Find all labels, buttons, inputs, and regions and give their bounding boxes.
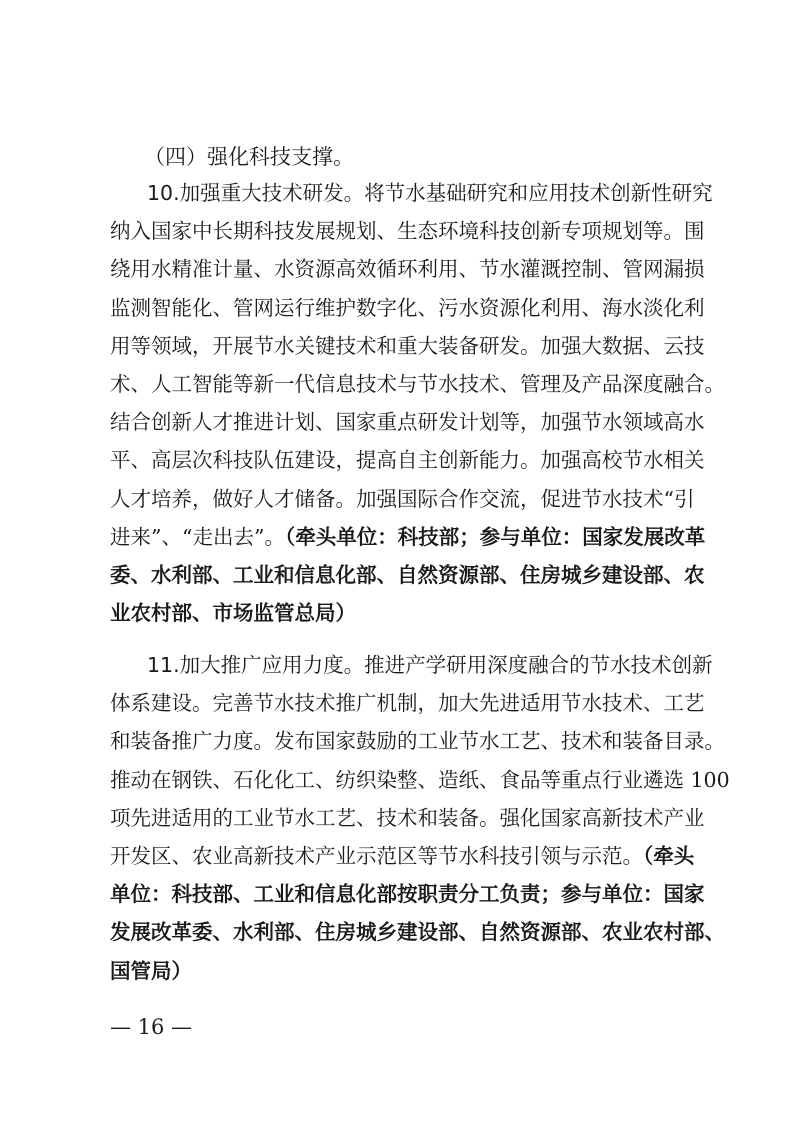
paragraph-line: 用等领域，开展节水关键技术和重大装备研发。加强大数据、云技 — [110, 333, 705, 358]
paragraph-line: 体系建设。完善节水技术推广机制，加大先进适用节水技术、工艺 — [110, 691, 705, 716]
paragraph-10 — [110, 174, 725, 632]
lead-unit-line: 委、水利部、工业和信息化部、自然资源部、住房城乡建设部、农 — [110, 562, 705, 587]
paragraph-11 — [110, 646, 730, 990]
item-heading: 加强重大技术研发。 — [179, 181, 365, 205]
paragraph-line — [110, 518, 706, 556]
paragraph-line — [110, 174, 713, 212]
lead-unit-line: 发展改革委、水利部、住房城乡建设部、自然资源部、农业农村部、 — [110, 920, 725, 945]
section-heading: （四）强化科技支撑。 — [144, 145, 354, 169]
paragraph-line: 和装备推广力度。发布国家鼓励的工业节水工艺、技术和装备目录。 — [110, 729, 725, 754]
page-number: — 16 — — [110, 1015, 193, 1039]
lead-unit-label: （牵头单位：科技部；参与单位：国家发展改革 — [284, 524, 706, 549]
paragraph-line — [110, 646, 713, 684]
item-heading: 加大推广应用力度。 — [179, 653, 365, 677]
paragraph-line: 纳入国家中长期科技发展规划、生态环境科技创新专项规划等。围 — [110, 219, 705, 244]
lead-unit-line: 业农村部、市场监管总局） — [110, 601, 356, 626]
paragraph-line: 人才培养，做好人才储备。加强国际合作交流，促进节水技术“引 — [110, 486, 695, 511]
item-number: 10. — [147, 181, 180, 205]
paragraph-line: 监测智能化、管网运行维护数字化、污水资源化利用、海水淡化利 — [110, 295, 705, 320]
lead-unit-line: 单位：科技部、工业和信息化部按职责分工负责；参与单位：国家 — [110, 882, 705, 907]
item-number: 11. — [147, 653, 180, 677]
paragraph-line: 术、人工智能等新一代信息技术与节水技术、管理及产品深度融合。 — [110, 371, 725, 396]
paragraph-line: 平、高层次科技队伍建设，提高自主创新能力。加强高校节水相关 — [110, 448, 705, 473]
paragraph-line: 结合创新人才推进计划、国家重点研发计划等，加强节水领域高水 — [110, 410, 705, 435]
paragraph-line: 绕用水精准计量、水资源高效循环利用、节水灌溉控制、管网漏损 — [110, 257, 705, 282]
paragraph-line: 推动在钢铁、石化化工、纺织染整、造纸、食品等重点行业遴选 100 — [110, 767, 730, 792]
lead-unit-label: （牵头 — [643, 843, 695, 868]
paragraph-text: 推进产学研用深度融合的节水技术创新 — [364, 653, 713, 677]
paragraph-text: 进来”、“走出去”。 — [110, 524, 285, 549]
paragraph-line — [110, 837, 695, 875]
paragraph-line: 项先进适用的工业节水工艺、技术和装备。强化国家高新技术产业 — [110, 805, 705, 830]
paragraph-text: 开发区、农业高新技术产业示范区等节水科技引领与示范。 — [110, 843, 643, 868]
lead-unit-line: 国管局） — [110, 958, 192, 983]
paragraph-text: 将节水基础研究和应用技术创新性研究 — [364, 181, 713, 205]
